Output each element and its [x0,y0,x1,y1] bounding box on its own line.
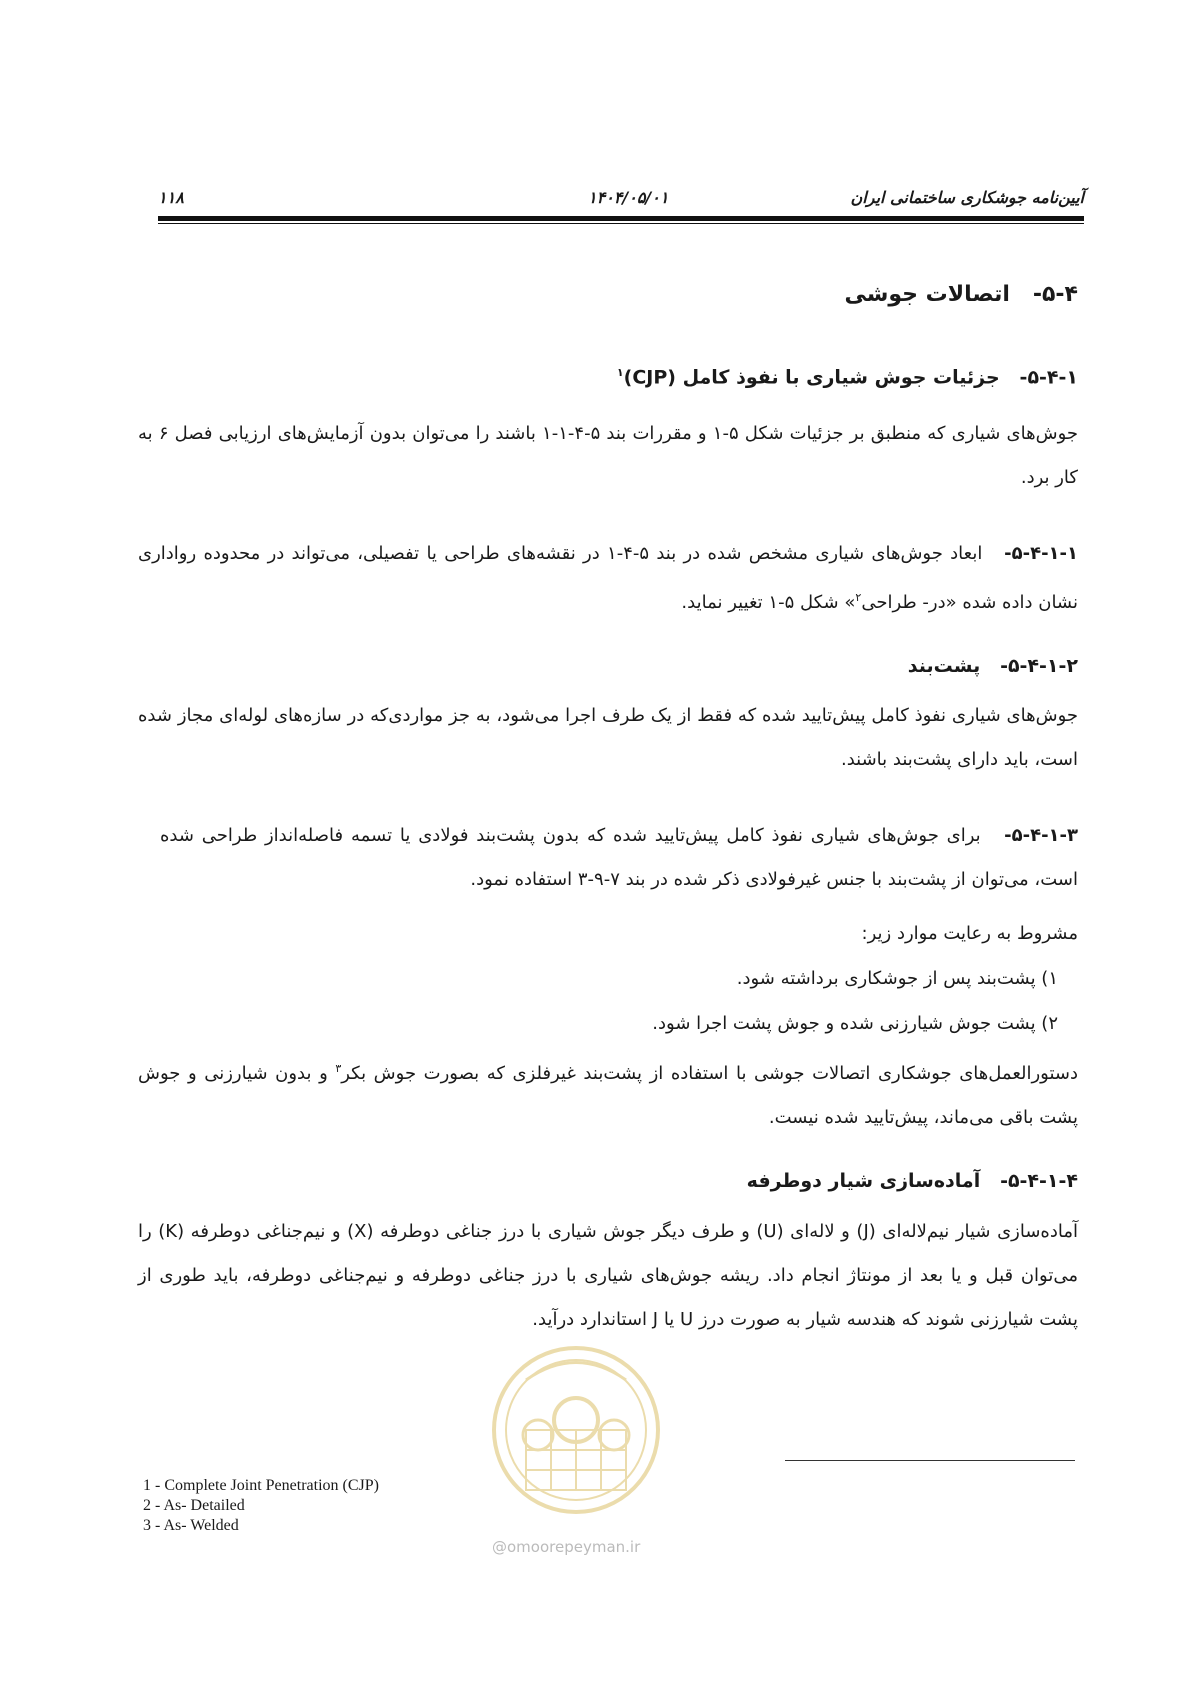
clause-5-4-1-1 [138,532,1078,625]
footnote-item: 2 - As- Detailed [143,1497,245,1514]
subsection-number-backing: ۵-۴-۱-۲- [1000,655,1078,677]
paragraph-1: جوش‌های شیاری که منطبق بر جزئیات شکل ۵-۱ و مقررات بند ۵-۴-۱-۱ باشند را می‌توان بدون آزمایش‌های ارزیابی فصل ۶ به کار برد. [138,423,1079,488]
list-item: ۱) پشت‌بند پس از جوشکاری برداشته شود. [736,968,1058,989]
footnote-rule [785,1460,1075,1461]
clause-number-5-4-1-1: ۵-۴-۱-۱- [1004,543,1078,564]
paragraph-backing: جوش‌های شیاری نفوذ کامل پیش‌تایید شده که فقط از یک طرف اجرا می‌شود، به جز مواردی‌که در سازه‌های لوله‌ای مجاز شده است، باید دارای پشت‌بند باشند. [138,705,1078,770]
list-item: ۲) پشت جوش شیارزنی شده و جوش پشت اجرا شود. [652,1013,1058,1034]
subsection-title-double-groove: آماده‌سازی شیار دوطرفه [746,1170,981,1192]
footnote-ref-3: ۳ [335,1062,342,1075]
footnote-ref-1: ۱ [616,366,624,379]
section-heading [138,282,1078,307]
subsection-number-double-groove: ۵-۴-۱-۴- [1000,1170,1078,1192]
subsection-title-backing: پشت‌بند [907,655,981,677]
page-number: ۱۱۸ [158,188,184,207]
watermark-text: @omoorepeyman.ir [492,1538,641,1556]
subsection-number-1: ۵-۴-۱- [1019,366,1078,389]
section-number: ۵-۴- [1032,282,1078,307]
subsection-heading-double-groove [138,1170,1078,1192]
footnote-item: 1 - Complete Joint Penetration (CJP) [143,1477,379,1494]
footnotes [143,1476,379,1536]
clause-text-5-4-1-3: برای جوش‌های شیاری نفوذ کامل پیش‌تایید شده که بدون پشت‌بند فولادی یا تسمه فاصله‌انداز طراحی شده است، می‌توان از پشت‌بند با جنس غیرفولادی ذکر شده در بند ۷-۹-۳ استفاده نمود. [160,825,1078,890]
header-rule-thick [158,216,1084,221]
paragraph-double-groove: آماده‌سازی شیار نیم‌لاله‌ای (J) و لاله‌ای (U) و طرف دیگر جوش شیاری با درز جناغی دوطرفه (X) و نیم‌جناغی دوطرفه (K) را می‌توان قبل و یا بعد از مونتاژ انجام داد. ریشه جوش‌های شیاری با درز جناغی دوطرفه و نیم‌جناغی دوطرفه، باید طوری از پشت شیارزنی شوند که هندسه شیار به صورت درز U یا J استاندارد درآید. [138,1221,1078,1330]
running-header [158,184,1084,214]
section-title: اتصالات جوشی [844,282,1010,307]
clause-text-5-4-1-1b: » شکل ۵-۱ تغییر نماید. [681,592,856,613]
header-title: آیین‌نامه جوشکاری ساختمانی ایران [850,188,1084,207]
paragraph-nonfused-b: و بدون شیارزنی و جوش پشت باقی می‌ماند، پیش‌تایید شده نیست. [138,1063,1078,1128]
condition-line: مشروط به رعایت موارد زیر: [861,923,1078,944]
paragraph-nonfused [138,1047,1078,1140]
subsection-heading-1 [138,366,1078,388]
subsection-title-1: جزئیات جوش شیاری با نفوذ کامل (CJP) [623,366,1000,389]
footnote-ref-2: ۲ [855,591,862,604]
subsection-heading-backing [138,655,1078,677]
header-date: ۱۴۰۴/۰۵/۰۱ [588,188,669,207]
clause-text-5-4-1-1a: ابعاد جوش‌های شیاری مشخص شده در بند ۵-۴-۱ در نقشه‌های طراحی یا تفصیلی، می‌تواند در محدوده رواداری نشان داده شده «در- طراحی [138,543,1078,613]
footnote-item: 3 - As- Welded [143,1517,239,1534]
paragraph-nonfused-a: دستورالعمل‌های جوشکاری اتصالات جوشی با استفاده از پشت‌بند غیرفلزی که بصورت جوش بکر [341,1063,1079,1084]
watermark-logo-icon [486,1335,666,1535]
header-rule-thin [158,223,1084,224]
clause-5-4-1-3 [160,814,1078,902]
clause-number-5-4-1-3: ۵-۴-۱-۳- [1004,825,1078,846]
